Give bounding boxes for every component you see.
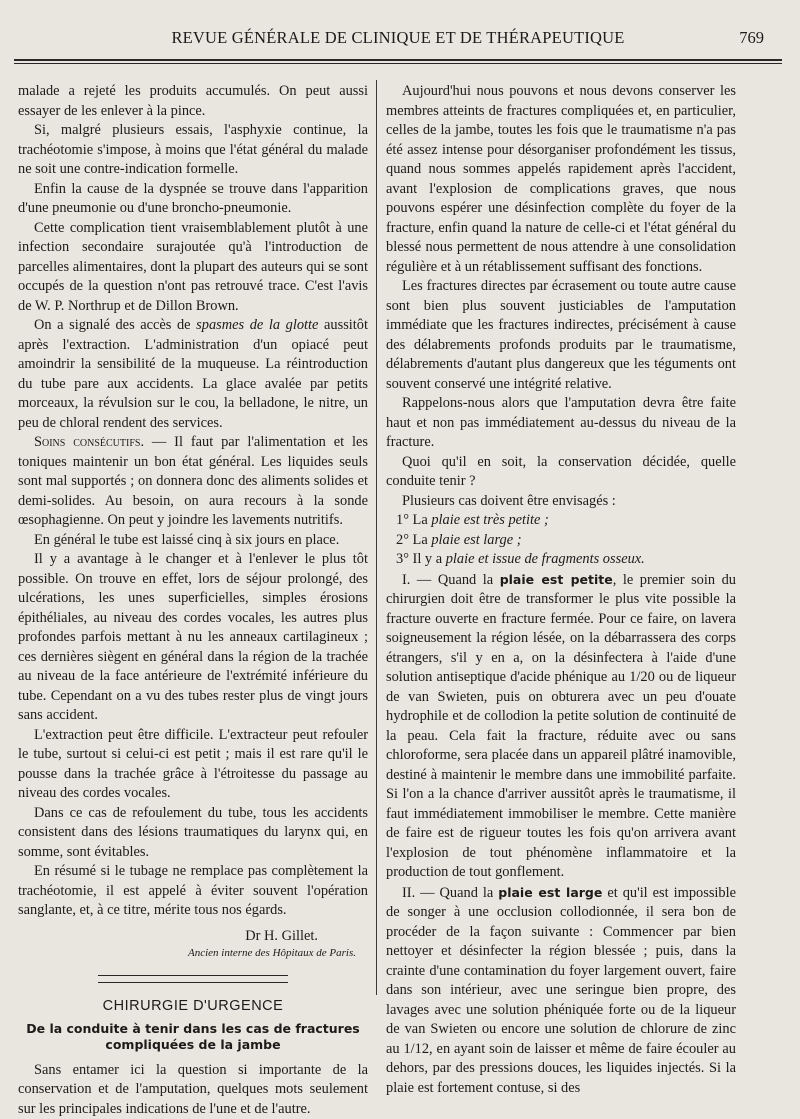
emphasis: plaie et issue de fragments osseux.: [446, 551, 645, 567]
paragraph: En résumé si le tubage ne remplace pas complètement la trachéotomie, il est appelé à éviter souvent l'opération sanglante, et, à ce titre, mérite tous nos égards.: [18, 862, 368, 921]
list-item: [386, 511, 736, 531]
paragraph: Les fractures directes par écrasement ou toute autre cause sont bien plus souvent justiciables de l'amputation immédiate que les fractures indirectes, précisément à cause des délabrements profonds produits par le traumatisme, délabrements d'autant plus dangereux que les téguments ont souvent conservé une intégrité relative.: [386, 277, 736, 394]
article-title: De la conduite à tenir dans les cas de fractures compliquées de la jambe: [18, 1021, 368, 1053]
page-number: 769: [739, 28, 764, 48]
paragraph: Aujourd'hui nous pouvons et nous devons conserver les membres atteints de fractures compliquées et, en particulier, celles de la jambe, toutes les fois que le traumatisme n'a pas été assez intense pour désorganiser profondément les tissus, quand nous sommes appelés rapidement après l'accident, avant l'explosion de complications graves, que nous pouvons espérer une désinfection complète du foyer de la fracture, enfin quand la nature de celle-ci et l'état général du blessé nous permettent de nous attendre à une consolidation régulière et à un rétablissement suffisant des fonctions.: [386, 82, 736, 277]
column-divider: [376, 80, 377, 995]
right-column: [386, 82, 736, 1098]
paragraph: Enfin la cause de la dyspnée se trouve dans l'apparition d'une pneumonie ou d'une broncho-pneumonie.: [18, 180, 368, 219]
section-separator: [98, 982, 288, 983]
paragraph: [386, 883, 736, 1099]
text-run: 2° La: [396, 532, 431, 548]
text-run: et qu'il est impossible de songer à une occlusion collodionnée, il sera bon de procéder de la façon suivante : Commencer par bien nettoyer et désinfecter la région blessée ; puis, dans la crainte d'une contamination du foyer largement ouvert, faire dans son intérieur, avec une seringue bien propre, des lavages avec une solution phéniquée forte ou de la liqueur de van Swieten ou encore une solution de chlorure de zinc au 1/12, en ayant soin de laisser et même de faire écouler au dehors, par des pressions douces, les liquides injectés. Si la plaie est fortement contuse, si des: [386, 885, 736, 1096]
text-run: — Il faut par l'alimentation et les toniques maintenir un bon état général. Les liquides seuls sont mal supportés ; on donnera donc des aliments solides et demi-solides. Au besoin, on aura recours à la sonde œsophagienne. On peut y joindre les lavements nutritifs.: [18, 434, 368, 528]
paragraph: Sans entamer ici la question si importante de la conservation et de l'amputation, quelques mots seulement sur les principales indications de l'une et de l'autre.: [18, 1061, 368, 1119]
section-separator: [98, 975, 288, 976]
text-run: On a signalé des accès de: [34, 317, 196, 333]
bold-term: plaie est large: [498, 885, 602, 900]
header-rule: [14, 59, 782, 61]
paragraph: [18, 433, 368, 531]
paragraph: [18, 316, 368, 433]
left-column: [18, 82, 368, 1119]
paragraph: Rappelons-nous alors que l'amputation devra être faite haut et non pas immédiatement au-dessus du niveau de la fracture.: [386, 394, 736, 453]
paragraph: Plusieurs cas doivent être envisagés :: [386, 492, 736, 512]
paragraph: Dans ce cas de refoulement du tube, tous les accidents consistent dans des lésions traumatiques du larynx qui, en somme, sont évitables.: [18, 804, 368, 863]
bold-term: plaie est petite: [500, 572, 613, 587]
subheading: Soins consécutifs.: [34, 434, 144, 450]
paragraph: L'extraction peut être difficile. L'extracteur peut refouler le tube, surtout si celui-ci est petit ; mais il est rare qu'il le pousse dans la trachée grâce à l'étroitesse du passage au niveau des cordes vocales.: [18, 726, 368, 804]
text-run: 3° Il y a: [396, 551, 446, 567]
author-affiliation: Ancien interne des Hôpitaux de Paris.: [18, 946, 368, 961]
author-signature: Dr H. Gillet.: [18, 927, 368, 947]
paragraph: [386, 570, 736, 883]
running-header: [16, 28, 780, 54]
journal-title: REVUE GÉNÉRALE DE CLINIQUE ET DE THÉRAPEUTIQUE: [16, 28, 780, 48]
list-item: [386, 550, 736, 570]
text-run: I. — Quand la: [402, 572, 500, 588]
list-item: [386, 531, 736, 551]
header-rule-thin: [14, 63, 782, 64]
case-list: [386, 511, 736, 570]
paragraph: En général le tube est laissé cinq à six jours en place.: [18, 531, 368, 551]
emphasis: plaie est très petite ;: [431, 512, 549, 528]
emphasis: plaie est large ;: [431, 532, 521, 548]
paragraph: Quoi qu'il en soit, la conservation décidée, quelle conduite tenir ?: [386, 453, 736, 492]
emphasis: spasmes de la glotte: [196, 317, 318, 333]
paragraph: Il y a avantage à le changer et à l'enlever le plus tôt possible. On trouve en effet, lors de séjour prolongé, des ulcérations, les unes superficielles, simples érosions épithéliales, au niveau des cordes vocales, les autres plus profondes parfois mettant à nu les anneaux cartilagineux ; ces dernières siègent en général dans la région de la trachée au niveau de la face antérieure de l'extrémité inférieure du tube. Cependant on a vu des tubes rester plus de vingt jours sans accident.: [18, 550, 368, 726]
paragraph: Si, malgré plusieurs essais, l'asphyxie continue, la trachéotomie s'impose, à moins que l'état général du malade ne soit une contre-indication formelle.: [18, 121, 368, 180]
text-run: aussitôt après l'extraction. L'administration d'un opiacé peut amoindrir la sensibilité de la muqueuse. La réintroduction du tube pare aux accidents. La glace avalée par petits morceaux, la révulsion sur le cou, la belladone, le nitre, un peu de chloral rendent des services.: [18, 317, 368, 431]
paragraph: Cette complication tient vraisemblablement plutôt à une infection secondaire surajoutée qu'à l'introduction de parcelles alimentaires, dont la plupart des auteurs qui se sont occupés de la question n'ont pas retrouvé trace. C'est l'avis de W. P. Northrup et de Dillon Brown.: [18, 219, 368, 317]
text-run: 1° La: [396, 512, 431, 528]
paragraph: malade a rejeté les produits accumulés. On peut aussi essayer de les enlever à la pince.: [18, 82, 368, 121]
text-run: II. — Quand la: [402, 885, 498, 901]
section-heading: CHIRURGIE D'URGENCE: [18, 997, 368, 1017]
text-run: , le premier soin du chirurgien doit être de transformer le plus vite possible la fracture ouverte en fracture fermée. Pour ce faire, on lavera soigneusement la région lésée, on la débarrassera des corps étrangers, s'il y en a, on la désinfectera à l'aide d'une solution antiseptique d'acide phénique au 1/20 ou de liqueur de van Swieten, puis on obturera avec un peu d'ouate hydrophile et de collodion la petite solution de continuité de la peau. Cela fait la fracture, réduite avec ou sans chloroforme, sera placée dans un appareil plâtré inamovible, destiné à maintenir le membre dans une immobilité parfaite. Si l'on a la chance d'arriver aussitôt après le traumatisme, il faut immédiatement immobiliser le membre. Cette manière de faire est de rigueur toutes les fois qu'on arrivera avant l'explosion de tout phénomène inflammatoire et la production de tout gonflement.: [386, 572, 736, 881]
